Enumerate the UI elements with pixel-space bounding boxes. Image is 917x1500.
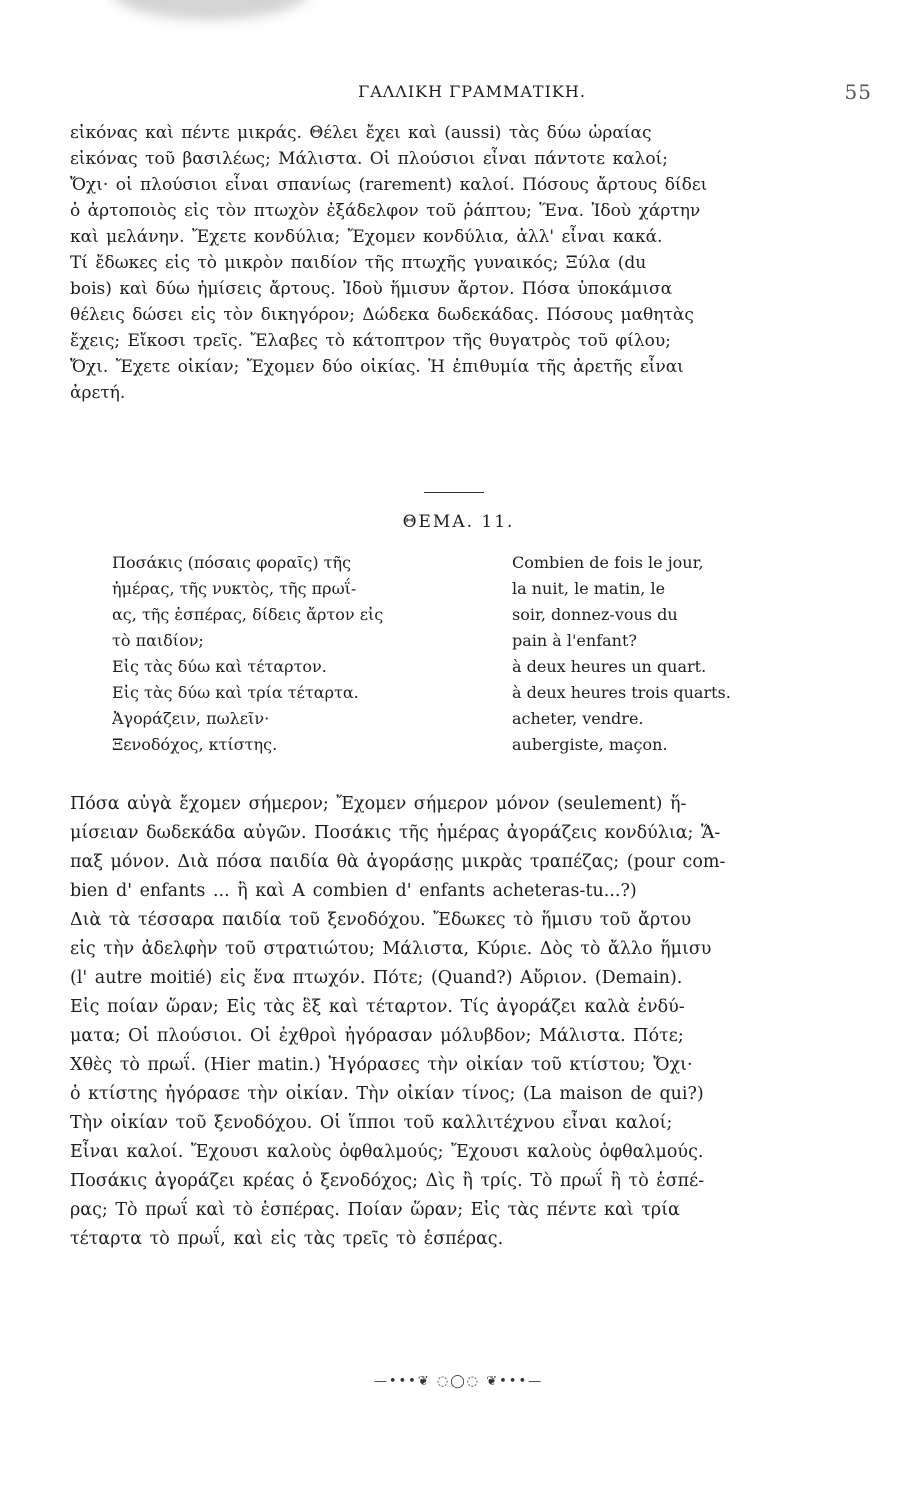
text-line: Ὄχι. Ἔχετε οἰκίαν; Ἔχομεν δύο οἰκίας. Ἡ ἐπιθυμία τῆς ἀρετῆς εἶναι	[70, 357, 684, 377]
text-line: Χθὲς τὸ πρωΐ. (Hier matin.) Ἠγόρασες τὴν οἰκίαν τοῦ κτίστου; Ὄχι·	[70, 1055, 693, 1075]
text-line: ἀρετή.	[70, 383, 126, 403]
text-line: εἰκόνας καὶ πέντε μικράς. Θέλει ἔχει καὶ (aussi) τὰς δύω ὡραίας	[70, 123, 652, 143]
section-divider	[424, 492, 484, 493]
french-line: acheter, vendre.	[512, 709, 644, 728]
paragraph-exercise	[70, 790, 822, 1254]
text-line: (l' autre moitié) εἰς ἕνα πτωχόν. Πότε; (Quand?) Αὔριον. (Demain).	[70, 968, 683, 988]
text-line: Ποσάκις ἀγοράζει κρέας ὁ ξενοδόχος; Δὶς ἢ τρίς. Τὸ πρωΐ ἢ τὸ ἑσπέ-	[70, 1171, 705, 1191]
text-line: παξ μόνον. Διὰ πόσα παιδία θὰ ἀγοράσῃς μικρὰς τραπέζας; (pour com-	[70, 852, 726, 872]
running-title: ΓΑΛΛΙΚΗ ΓΡΑΜΜΑΤΙΚΗ.	[358, 82, 586, 101]
french-line: soir, donnez-vous du	[512, 605, 678, 624]
french-line: la nuit, le matin, le	[512, 579, 666, 598]
theme-heading: ΘΕΜΑ. 11.	[402, 512, 515, 532]
text-line: bois) καὶ δύω ἡμίσεις ἄρτους. Ἰδοὺ ἥμισυν ἄρτον. Πόσα ὑποκάμισα	[70, 279, 673, 299]
greek-line: τὸ παιδίον;	[112, 631, 204, 650]
text-line: Εἶναι καλοί. Ἔχουσι καλοὺς ὀφθαλμούς; Ἔχουσι καλοὺς ὀφθαλμούς.	[70, 1142, 704, 1162]
text-line: τέταρτα τὸ πρωΐ, καὶ εἰς τὰς τρεῖς τὸ ἑσπέρας.	[70, 1229, 504, 1249]
text-line: μίσειαν δωδεκάδα αὐγῶν. Ποσάκις τῆς ἡμέρας ἀγοράζεις κονδύλια; Ἅ-	[70, 823, 721, 843]
greek-line: Ξενοδόχος, κτίστης.	[112, 735, 278, 754]
text-line: Διὰ τὰ τέσσαρα παιδία τοῦ ξενοδόχου. Ἔδωκες τὸ ἥμισυ τοῦ ἄρτου	[70, 910, 692, 930]
text-line: Εἰς ποίαν ὥραν; Εἰς τὰς ἓξ καὶ τέταρτον. Τίς ἀγοράζει καλὰ ἐνδύ-	[70, 997, 685, 1017]
french-line: Combien de fois le jour,	[512, 553, 704, 572]
page-number: 55	[844, 80, 872, 104]
text-line: ὁ κτίστης ἠγόρασε τὴν οἰκίαν. Τὴν οἰκίαν τίνος; (La maison de qui?)	[70, 1084, 704, 1104]
greek-line: Εἰς τὰς δύω καὶ τέταρτον.	[112, 657, 327, 676]
text-line: Τί ἔδωκες εἰς τὸ μικρὸν παιδίον τῆς πτωχῆς γυναικός; Ξύλα (du	[70, 253, 647, 273]
greek-line: Ποσάκις (πόσαις φοραῖς) τῆς	[112, 553, 352, 572]
greek-line: ας, τῆς ἑσπέρας, δίδεις ἄρτον εἰς	[112, 605, 384, 624]
greek-line: Εἰς τὰς δύω καὶ τρία τέταρτα.	[112, 683, 359, 702]
text-line: εἰκόνας τοῦ βασιλέως; Μάλιστα. Οἱ πλούσιοι εἶναι πάντοτε καλοί;	[70, 149, 668, 169]
greek-vocabulary-column	[112, 550, 462, 758]
greek-line: Ἀγοράζειν, πωλεῖν·	[112, 709, 270, 728]
text-line: καὶ μελάνην. Ἔχετε κονδύλια; Ἔχομεν κονδύλια, ἀλλ' εἶναι κακά.	[70, 227, 663, 247]
ink-blot	[110, 0, 310, 20]
french-line: à deux heures trois quarts.	[512, 683, 731, 702]
text-line: bien d' enfants ... ἢ καὶ A combien d' enfants acheteras-tu...?)	[70, 881, 637, 901]
running-header	[72, 82, 872, 106]
text-line: Ὄχι· οἱ πλούσιοι εἶναι σπανίως (rarement) καλοί. Πόσους ἄρτους δίδει	[70, 175, 708, 195]
text-line: ὁ ἀρτοποιὸς εἰς τὸν πτωχὸν ἐξάδελφον τοῦ ῥάπτου; Ἕνα. Ἰδοὺ χάρτην	[70, 201, 701, 221]
fleuron-ornament: —•••❦ ◌◯◌ ❦•••—	[373, 1374, 544, 1389]
french-line: à deux heures un quart.	[512, 657, 707, 676]
french-line: pain à l'enfant?	[512, 631, 637, 650]
text-line: θέλεις δώσει εἰς τὸν δικηγόρον; Δώδεκα δωδεκάδας. Πόσους μαθητὰς	[70, 305, 694, 325]
text-line: ἔχεις; Εἴκοσι τρεῖς. Ἔλαβες τὸ κάτοπτρον τῆς θυγατρὸς τοῦ φίλου;	[70, 331, 671, 351]
text-line: ματα; Οἱ πλούσιοι. Οἱ ἐχθροὶ ἠγόρασαν μόλυβδον; Μάλιστα. Πότε;	[70, 1026, 684, 1046]
french-vocabulary-column	[512, 550, 782, 758]
paragraph-top	[70, 120, 822, 406]
greek-line: ἡμέρας, τῆς νυκτὸς, τῆς πρωΐ-	[112, 579, 357, 598]
text-line: εἰς τὴν ἀδελφὴν τοῦ στρατιώτου; Μάλιστα, Κύριε. Δὸς τὸ ἄλλο ἥμισυ	[70, 939, 712, 959]
text-line: Πόσα αὐγὰ ἔχομεν σήμερον; Ἔχομεν σήμερον μόνον (seulement) ἥ-	[70, 794, 687, 814]
text-line: ρας; Τὸ πρωΐ καὶ τὸ ἑσπέρας. Ποίαν ὥραν; Εἰς τὰς πέντε καὶ τρία	[70, 1200, 680, 1220]
text-line: Τὴν οἰκίαν τοῦ ξενοδόχου. Οἱ ἵπποι τοῦ καλλιτέχνου εἶναι καλοί;	[70, 1113, 673, 1133]
french-line: aubergiste, maçon.	[512, 735, 668, 754]
